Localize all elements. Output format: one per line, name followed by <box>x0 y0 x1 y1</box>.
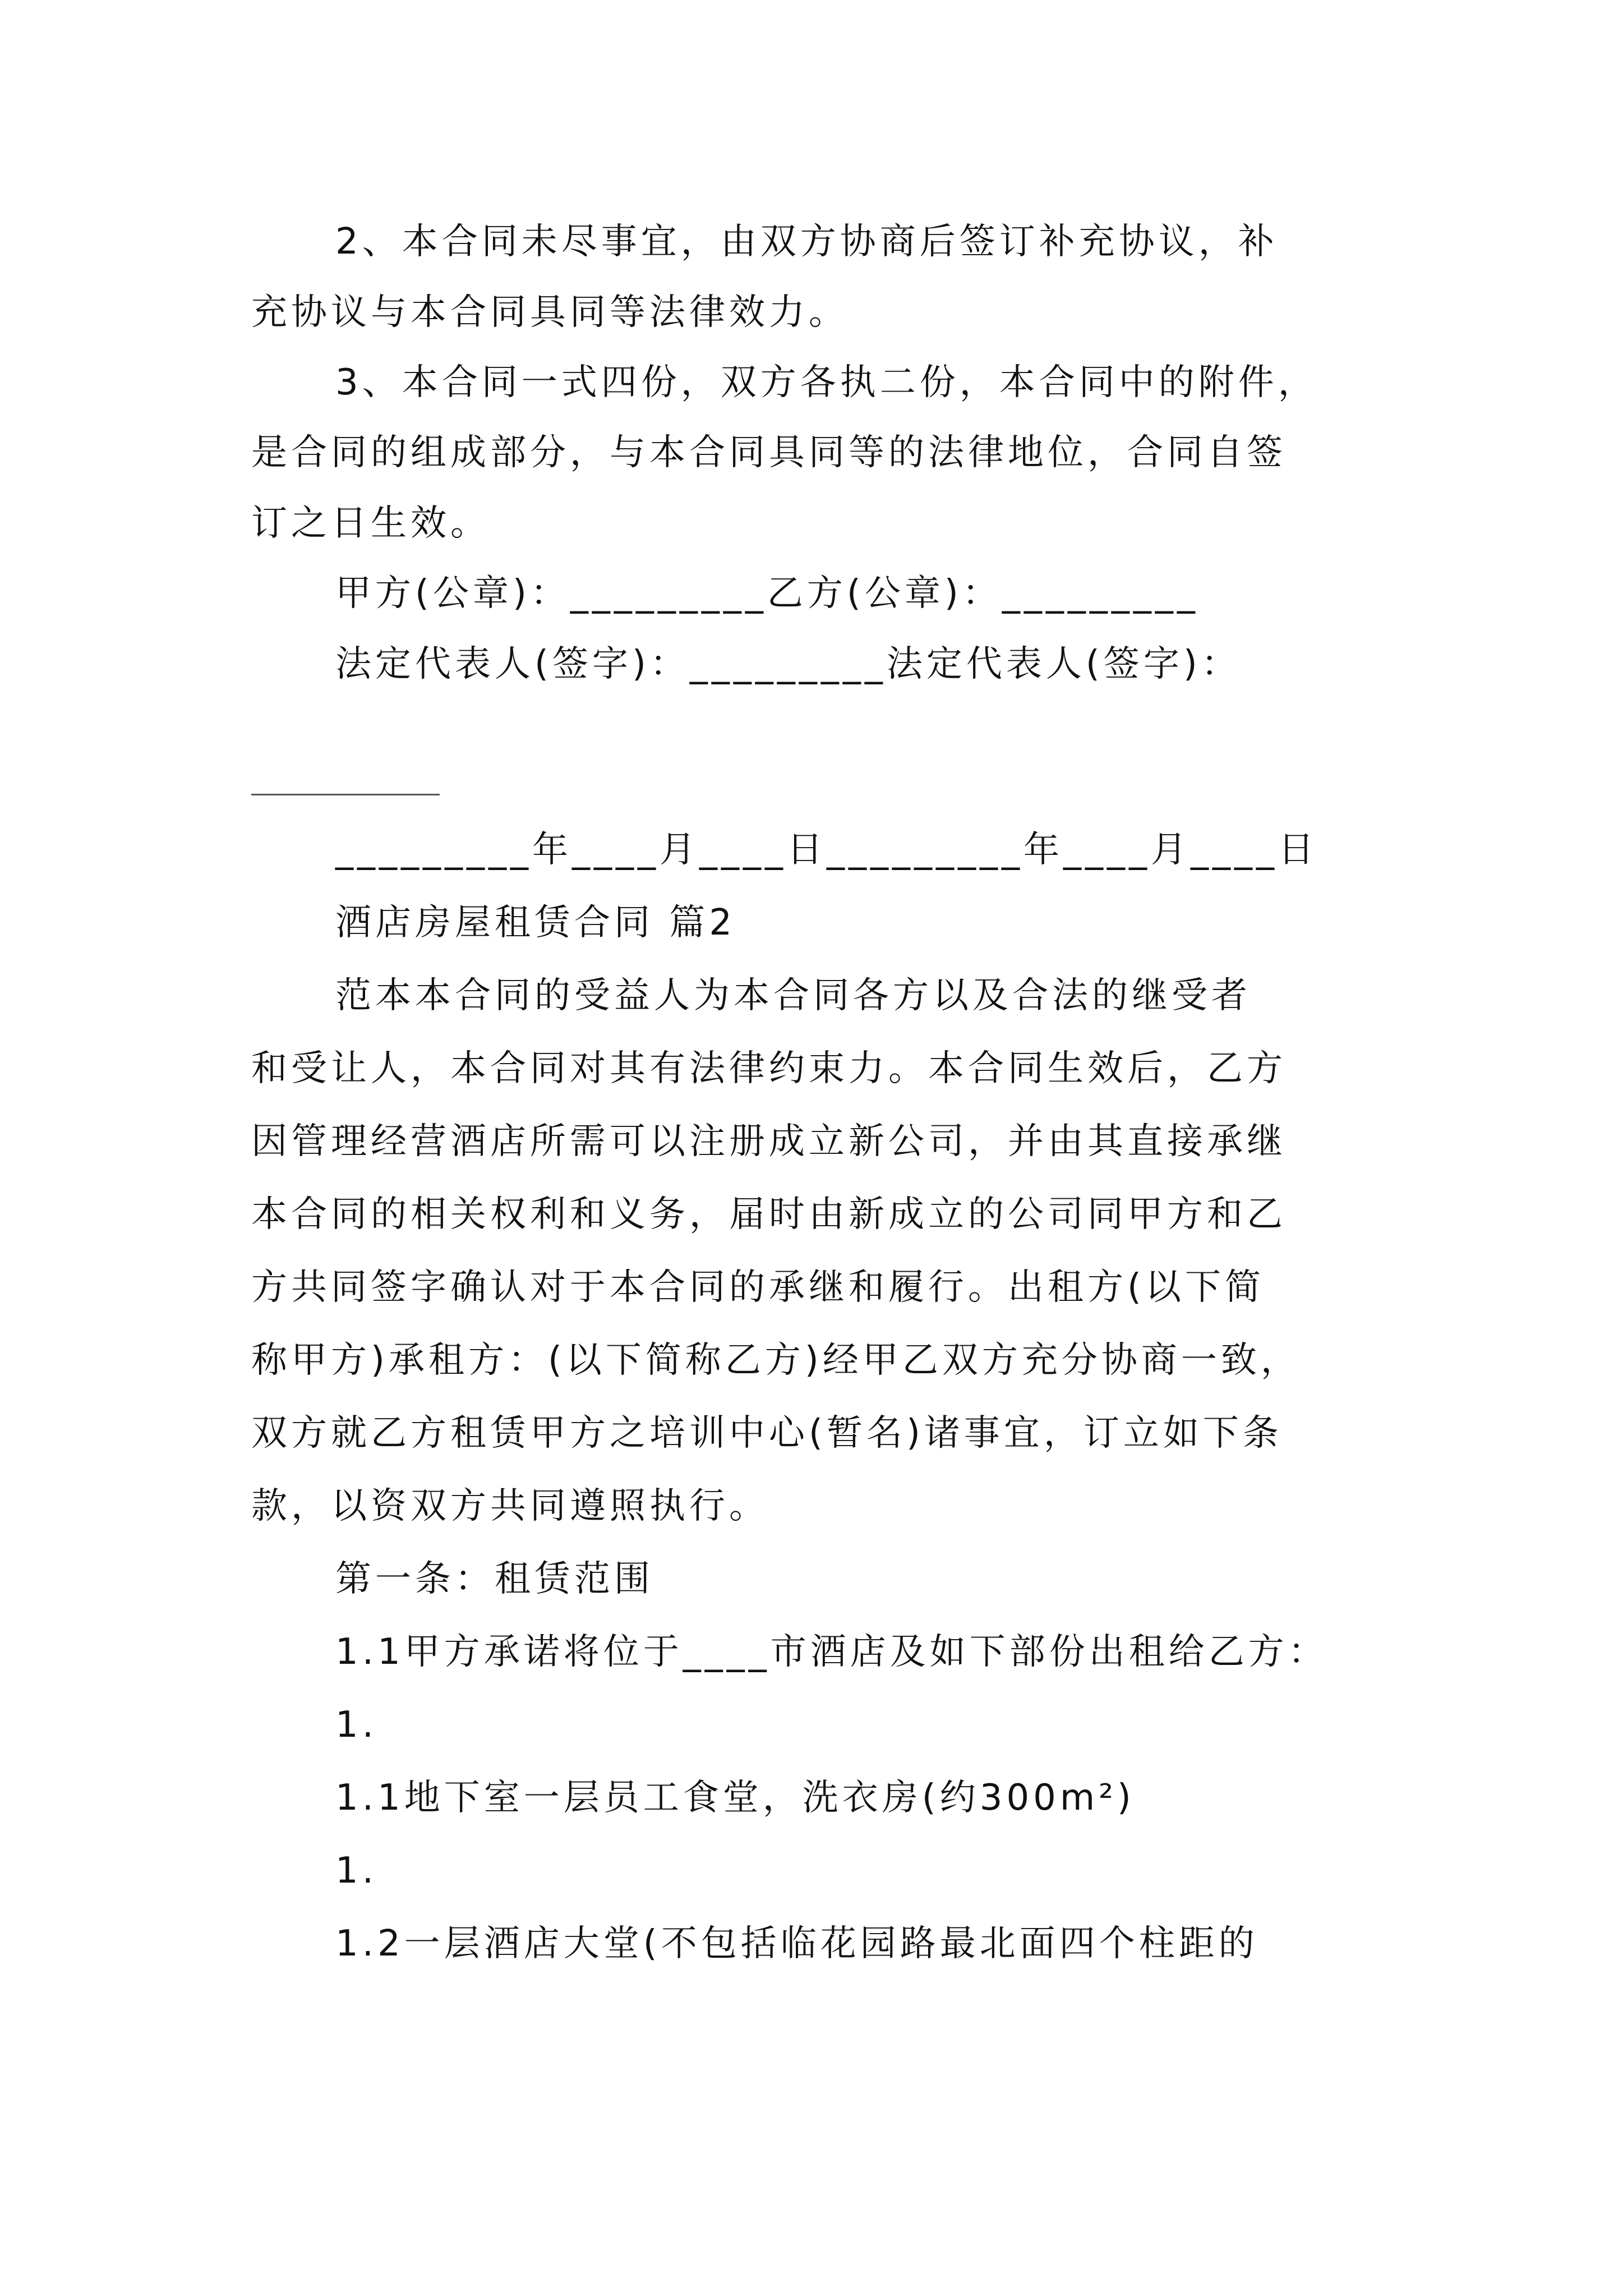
paragraph-line: 款，以资双方共同遵照执行。 <box>251 1485 769 1527</box>
clause-2-line-2: 充协议与本合同具同等法律效力。 <box>251 292 849 333</box>
section-heading: 酒店房屋租赁合同 篇2 <box>335 902 736 944</box>
paragraph-line: 和受让人，本合同对其有法律约束力。本合同生效后，乙方 <box>251 1048 1287 1089</box>
legal-rep-signature-line: 法定代表人(签字)：_________法定代表人(签字)： <box>335 643 1241 685</box>
signature-blank-rule <box>251 794 440 795</box>
clause-3-line-2: 是合同的组成部分，与本合同具同等的法律地位，合同自签 <box>251 432 1287 473</box>
paragraph-line: 称甲方)承租方：(以下简称乙方)经甲乙双方充分协商一致， <box>251 1340 1301 1381</box>
clause-1-1: 1.1甲方承诺将位于____市酒店及如下部份出租给乙方： <box>335 1631 1328 1673</box>
list-marker: 1. <box>335 1704 378 1746</box>
paragraph-line: 本合同的相关权利和义务，届时由新成立的公司同甲方和乙 <box>251 1194 1287 1235</box>
paragraph-line: 因管理经营酒店所需可以注册成立新公司，并由其直接承继 <box>251 1121 1287 1162</box>
clause-3-line-1: 3、本合同一式四份，双方各执二份，本合同中的附件， <box>335 362 1318 403</box>
list-marker: 1. <box>335 1850 378 1892</box>
clause-1-1-1: 1.1地下室一层员工食堂，洗衣房(约300m²) <box>335 1777 1135 1819</box>
clause-2-line-1: 2、本合同未尽事宜，由双方协商后签订补充协议，补 <box>335 221 1278 263</box>
article-1-heading: 第一条：租赁范围 <box>335 1558 654 1600</box>
clause-1-1-2: 1.2一层酒店大堂(不包括临花园路最北面四个柱距的 <box>335 1923 1258 1964</box>
paragraph-line: 范本本合同的受益人为本合同各方以及合法的继受者 <box>335 975 1251 1016</box>
party-seal-line: 甲方(公章)：_________乙方(公章)：_________ <box>335 573 1199 614</box>
clause-3-line-3: 订之日生效。 <box>251 503 490 544</box>
paragraph-line: 双方就乙方租赁甲方之培训中心(暂名)诸事宜，订立如下条 <box>251 1412 1283 1454</box>
date-line: _________年____月____日_________年____月____日 <box>335 829 1318 871</box>
paragraph-line: 方共同签字确认对于本合同的承继和履行。出租方(以下简 <box>251 1267 1265 1308</box>
